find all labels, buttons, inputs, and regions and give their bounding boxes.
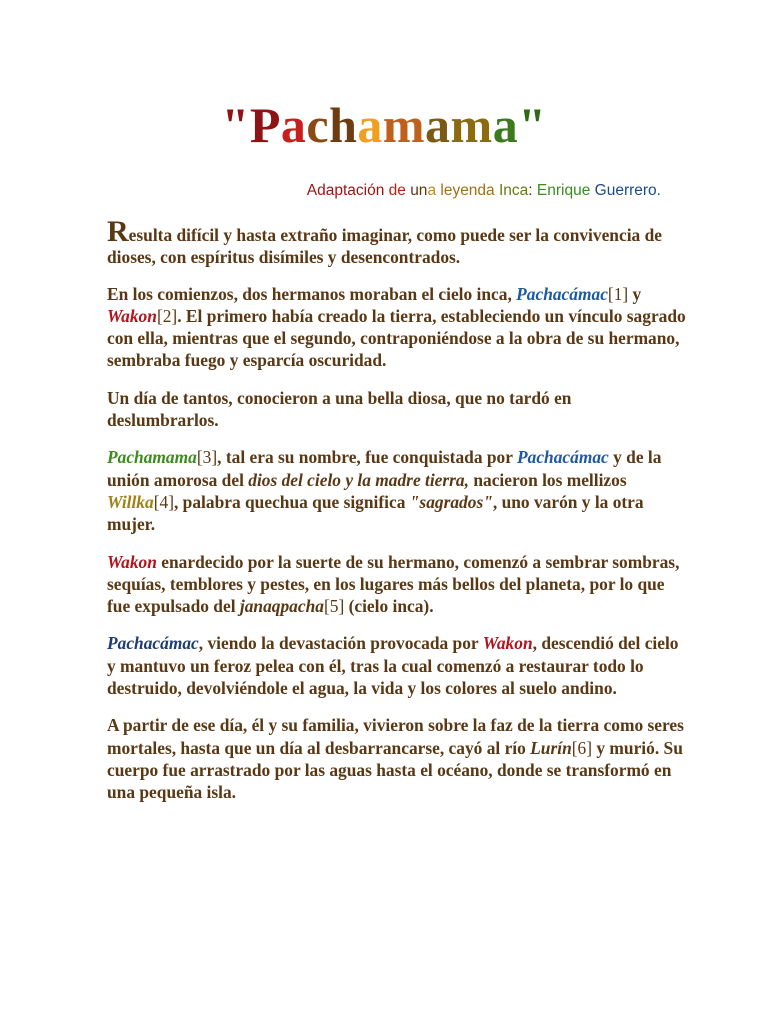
paragraph-1: [107, 215, 687, 269]
paragraph-text: , descendió del cielo y mantuvo un feroz pelea con él, tras la cual comenzó a restaurar todo lo destruido, devolviéndole el agua, la vida y los colores al suelo andino.: [107, 633, 679, 699]
footnote-link[interactable]: [1]: [607, 283, 629, 304]
italic-phrase: "sagrados": [409, 491, 493, 512]
paragraph-text: En los comienzos, dos hermanos moraban el cielo inca,: [107, 283, 517, 304]
drop-cap: R: [107, 215, 129, 248]
paragraph-text: , uno varón y la otra mujer.: [107, 491, 644, 535]
title-letter: m: [382, 97, 426, 153]
paragraph-text: y: [628, 283, 642, 304]
paragraph-text: enardecido por la suerte de su hermano, comenzó a sembrar sombras, sequías, temblores y pestes, en los lugares más bellos del planeta, por lo que fue expulsado del: [107, 551, 680, 617]
paragraph-text: y de la unión amorosa del: [107, 447, 662, 490]
paragraph-7: [107, 714, 687, 803]
subtitle-part: un: [410, 182, 428, 199]
italic-phrase: Lurín: [530, 737, 572, 758]
title-letter: ": [221, 97, 250, 153]
name-pachacamac: Pachacámac: [517, 447, 609, 468]
name-wakon: Wakon: [482, 633, 533, 654]
paragraph-6: [107, 632, 687, 699]
subtitle-part: a: [427, 182, 441, 199]
title-letter: a: [357, 97, 383, 153]
title-letter: h: [329, 97, 358, 153]
footnote-link[interactable]: [5]: [323, 596, 345, 617]
italic-phrase: janaqpacha: [239, 596, 324, 617]
paragraph-2: [107, 283, 687, 372]
paragraph-text: (cielo inca).: [344, 596, 434, 617]
subtitle-part: Enrique: [536, 182, 595, 199]
paragraph-text: . El primero había creado la tierra, estableciendo un vínculo sagrado con ella, mientras que el segundo, contraponiéndose a la obra de su hermano, sembraba fuego y esparcía oscuridad.: [107, 305, 686, 371]
name-pachacamac: Pachacámac: [516, 283, 608, 304]
name-wakon: Wakon: [107, 551, 157, 572]
title-letter: c: [306, 97, 330, 153]
paragraph-text: , palabra quechua que significa: [173, 491, 410, 512]
subtitle-part: de: [388, 182, 411, 199]
story-body: [107, 215, 687, 819]
subtitle-part: :: [528, 182, 537, 199]
subtitle-part: Guerrero.: [594, 182, 661, 199]
footnote-link[interactable]: [6]: [571, 737, 593, 758]
paragraph-4: [107, 446, 687, 535]
subtitle-credit: [0, 181, 661, 201]
title-letter: P: [249, 97, 281, 153]
paragraph-text: esulta difícil y hasta extraño imaginar, como puede ser la convivencia de dioses, con espíritus disímiles y desencontrados.: [107, 225, 662, 268]
paragraph-text: nacieron los mellizos: [468, 469, 627, 490]
title-letter: m: [450, 97, 493, 153]
paragraph-text: y murió. Su cuerpo fue arrastrado por las aguas hasta el océano, donde se transformó en una pequeña isla.: [107, 737, 683, 803]
paragraph-text: , viendo la devastación provocada por: [198, 633, 483, 654]
title-letter: a: [280, 97, 307, 153]
subtitle-part: Adaptación: [306, 182, 389, 199]
paragraph-text: , tal era su nombre, fue conquistada por: [217, 447, 517, 468]
italic-phrase: dios del cielo y la madre tierra,: [248, 469, 469, 490]
paragraph-text: Un día de tantos, conocieron a una bella diosa, que no tardó en deslumbrarlos.: [107, 387, 572, 431]
name-pachamama: Pachamama: [107, 447, 197, 468]
footnote-link[interactable]: [3]: [196, 447, 218, 468]
paragraph-5: [107, 551, 687, 618]
title-letter: a: [492, 97, 519, 153]
name-wakon: Wakon: [107, 305, 157, 326]
title-letter: ": [518, 97, 547, 153]
name-willka: Willka: [107, 491, 154, 512]
footnote-link[interactable]: [4]: [153, 491, 174, 512]
name-pachacamac: Pachacámac: [107, 633, 199, 654]
paragraph-text: A partir de ese día, él y su familia, vivieron sobre la faz de la tierra como seres mortales, hasta que un día al desbarrancarse, cayó al río: [107, 715, 684, 758]
subtitle-part: leyenda: [440, 182, 499, 199]
subtitle-part: Inca: [498, 182, 529, 199]
paragraph-3: [107, 387, 687, 432]
story-title: [0, 97, 768, 153]
title-letter: a: [425, 97, 451, 153]
footnote-link[interactable]: [2]: [156, 305, 178, 326]
